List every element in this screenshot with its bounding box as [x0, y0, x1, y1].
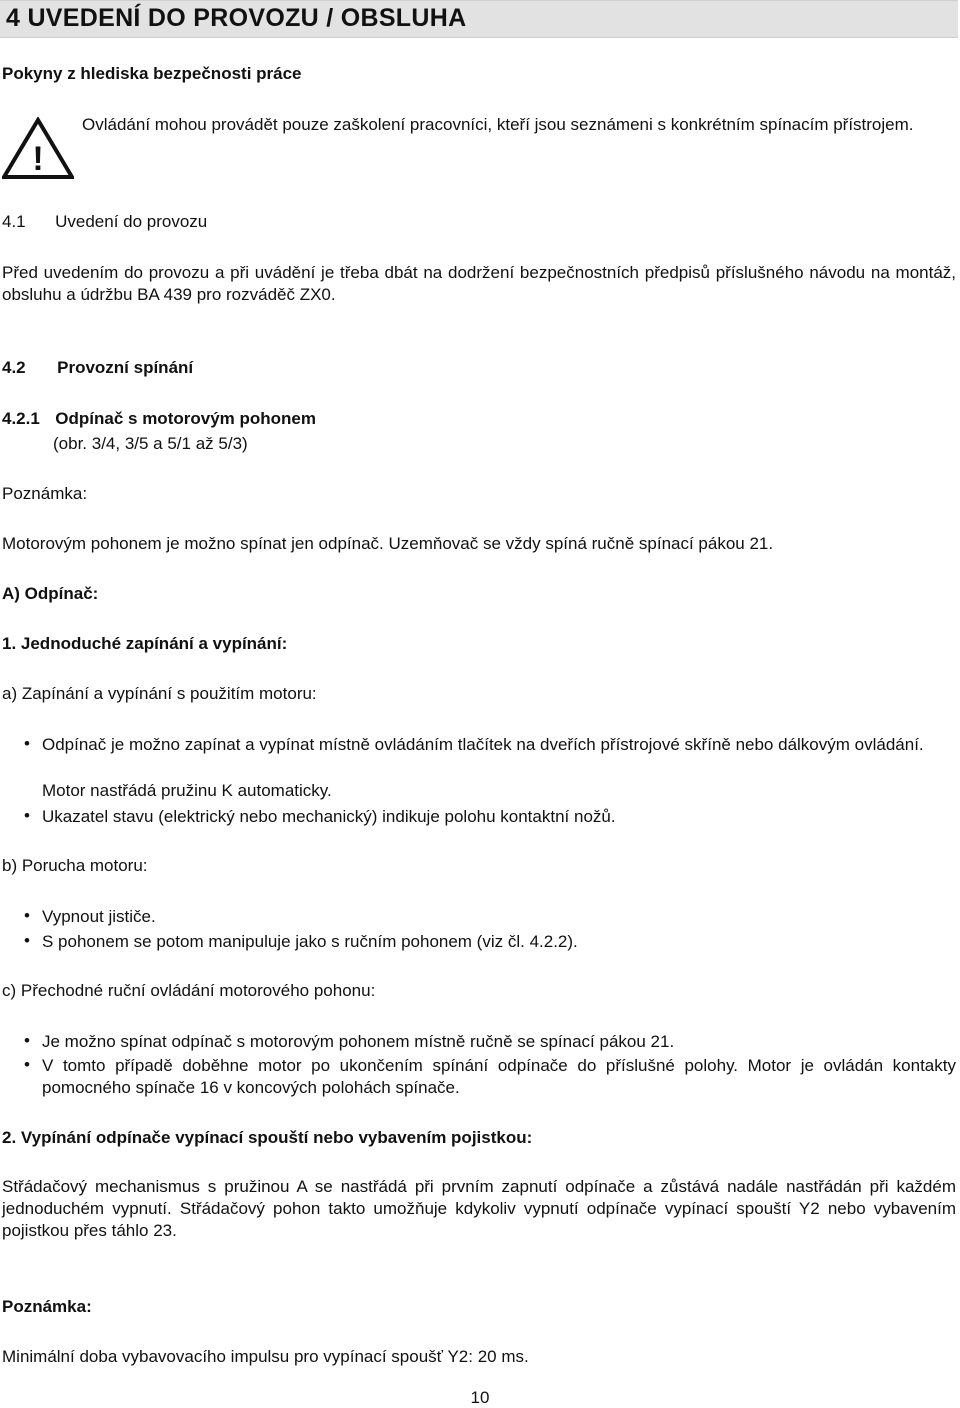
item-1-heading: 1. Jednoduché zapínání a vypínání: — [2, 634, 288, 653]
section-number: 4.1 — [2, 212, 26, 231]
sub-b-bullet-1: Vypnout jističe. — [42, 907, 156, 926]
note-2-text: Minimální doba vybavovacího impulsu pro vypínací spoušť Y2: 20 ms. — [2, 1347, 529, 1366]
bullet-dot: • — [24, 906, 30, 925]
sub-b-heading: b) Porucha motoru: — [2, 856, 148, 875]
section-4-2-1-heading — [2, 409, 316, 429]
sub-a-heading: a) Zapínání a vypínání s použitím motoru: — [2, 684, 317, 703]
note-1-text: Motorovým pohonem je možno spínat jen odpínač. Uzemňovač se vždy spíná ručně spínací pákou 21. — [2, 534, 774, 553]
note-1-label: Poznámka: — [2, 484, 88, 503]
chapter-heading-bar — [0, 0, 958, 38]
warning-triangle-icon — [2, 117, 74, 184]
section-4-2-heading — [2, 358, 193, 378]
section-4-1-heading — [2, 212, 207, 232]
item-2-text: Střádačový mechanismus s pružinou A se nastřádá při prvním zapnutí odpínače a zůstává nadále nastřádán při každém jednoduchém vypnutí. Střádačový pohon takto umožňuje kdykoliv vypnutí odpínače vypínací spouští Y2 nebo vybavením pojistkou přes táhlo 23. — [2, 1177, 956, 1240]
sub-a-bullet-2: Ukazatel stavu (elektrický nebo mechanický) indikuje polohu kontaktní nožů. — [42, 807, 616, 826]
part-a-heading: A) Odpínač: — [2, 584, 99, 603]
item-2-heading: 2. Vypínání odpínače vypínací spouští nebo vybavením pojistkou: — [2, 1128, 533, 1147]
bullet-dot: • — [24, 1055, 30, 1074]
bullet-dot: • — [24, 931, 30, 950]
sub-c-bullet-1: Je možno spínat odpínač s motorovým pohonem místně ručně se spínací pákou 21. — [42, 1032, 675, 1051]
safety-heading: Pokyny z hlediska bezpečnosti práce — [2, 64, 302, 83]
sub-b-bullet-2: S pohonem se potom manipuluje jako s ručním pohonem (viz čl. 4.2.2). — [42, 932, 578, 951]
section-title: Provozní spínání — [57, 358, 194, 377]
section-title: Odpínač s motorovým pohonem — [55, 409, 316, 428]
warning-text: Ovládání mohou provádět pouze zaškolení pracovníci, kteří jsou seznámeni s konkrétním spínacím přístrojem. — [82, 115, 914, 134]
note-2-label: Poznámka: — [2, 1297, 92, 1316]
section-title: Uvedení do provozu — [55, 212, 208, 231]
page-number: 10 — [470, 1388, 490, 1407]
bullet-dot: • — [24, 1031, 30, 1050]
warning-glyph: ! — [32, 140, 44, 178]
chapter-title: 4 UVEDENÍ DO PROVOZU / OBSLUHA — [6, 4, 467, 32]
sub-c-heading: c) Přechodné ruční ovládání motorového pohonu: — [2, 981, 376, 1000]
bullet-dot: • — [24, 806, 30, 825]
sub-a-bullet-1-extra: Motor nastřádá pružinu K automaticky. — [42, 781, 332, 800]
bullet-dot: • — [24, 734, 30, 753]
sub-c-bullet-2: V tomto případě doběhne motor po ukončením spínání odpínače do příslušné polohy. Motor je ovládán kontakty pomocného spínače 16 v koncových polohách spínače. — [42, 1056, 956, 1097]
section-4-1-text: Před uvedením do provozu a při uvádění je třeba dbát na dodržení bezpečnostních předpisů příslušného návodu na montáž, obsluhu a údržbu BA 439 pro rozváděč ZX0. — [2, 263, 956, 304]
section-number: 4.2 — [2, 358, 26, 377]
section-number: 4.2.1 — [2, 409, 40, 428]
section-4-2-1-figure-ref: (obr. 3/4, 3/5 a 5/1 až 5/3) — [53, 434, 248, 453]
sub-a-bullet-1: Odpínač je možno zapínat a vypínat místně ovládáním tlačítek na dveřích přístrojové skříně nebo dálkovým ovládání. — [42, 735, 924, 754]
